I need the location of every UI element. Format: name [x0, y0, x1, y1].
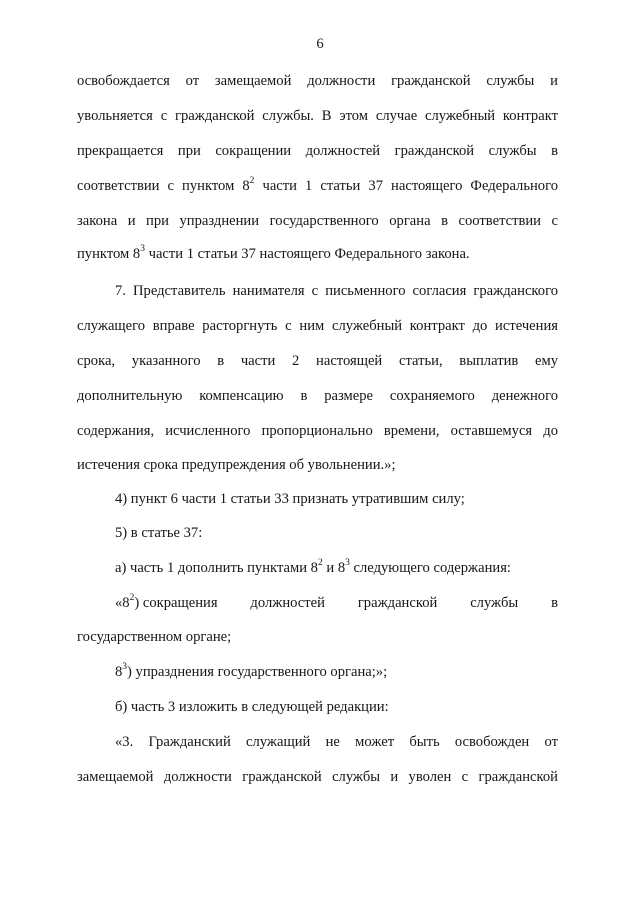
text-run: ) сокращения	[134, 595, 218, 611]
text-run: 8	[115, 664, 123, 680]
superscript: 2	[249, 176, 255, 187]
text-line: срока, указанного в части 2 настоящей статьи, выплатив ему	[77, 353, 558, 369]
text-run: «8	[115, 595, 130, 611]
text-line: содержания, исчисленного пропорционально времени, оставшемуся до	[77, 423, 558, 439]
text-line: замещаемой должности гражданской службы и уволен с гражданской	[77, 769, 558, 785]
text-line: дополнительную компенсацию в размере сохраняемого денежного	[77, 388, 558, 404]
text-run: гражданской	[357, 595, 438, 611]
text-line: государственном органе;	[77, 629, 232, 645]
text-run: службы	[470, 595, 519, 611]
superscript: 2	[129, 593, 135, 604]
text-line	[115, 595, 558, 612]
text-run: части 1 статьи 37 настоящего Федерального	[254, 178, 559, 194]
page-number: 6	[316, 36, 324, 52]
text-line	[77, 246, 558, 263]
text-run: в	[551, 595, 558, 611]
superscript: 3	[140, 244, 145, 255]
text-run	[115, 595, 218, 612]
text-line: 7. Представитель нанимателя с письменного согласия гражданского	[115, 283, 558, 299]
text-line	[115, 664, 558, 681]
text-line: прекращается при сокращении должностей гражданской службы в	[77, 143, 558, 159]
superscript: 2	[317, 558, 323, 569]
text-line: закона и при упразднении государственного органа в соответствии с	[77, 213, 558, 229]
text-run: соответствии с пунктом 8	[77, 178, 250, 194]
text-line: 4) пункт 6 части 1 статьи 33 признать утратившим силу;	[115, 491, 465, 507]
superscript: 3	[345, 558, 350, 569]
text-line	[115, 560, 558, 577]
text-run: и 8	[322, 560, 346, 576]
text-line: служащего вправе расторгнуть с ним служебный контракт до истечения	[77, 318, 558, 334]
text-run: пунктом 8	[77, 246, 141, 262]
text-line: «3. Гражданский служащий не может быть освобожден от	[115, 734, 558, 750]
text-run: а) часть 1 дополнить пунктами 8	[115, 560, 318, 576]
text-line: увольняется с гражданской службы. В этом случае служебный контракт	[77, 108, 558, 124]
text-line	[77, 178, 558, 195]
text-run: части 1 статьи 37 настоящего Федерального закона.	[144, 246, 470, 262]
text-line: б) часть 3 изложить в следующей редакции:	[115, 699, 389, 715]
superscript: 3	[122, 662, 128, 673]
text-run: должностей	[250, 595, 325, 611]
text-line: 5) в статье 37:	[115, 525, 203, 541]
text-line: истечения срока предупреждения об увольнении.»;	[77, 457, 396, 473]
text-run: следующего содержания:	[349, 560, 511, 576]
text-line: освобождается от замещаемой должности гражданской службы и	[77, 73, 558, 89]
text-run: ) упразднения государственного органа;»;	[127, 664, 388, 680]
